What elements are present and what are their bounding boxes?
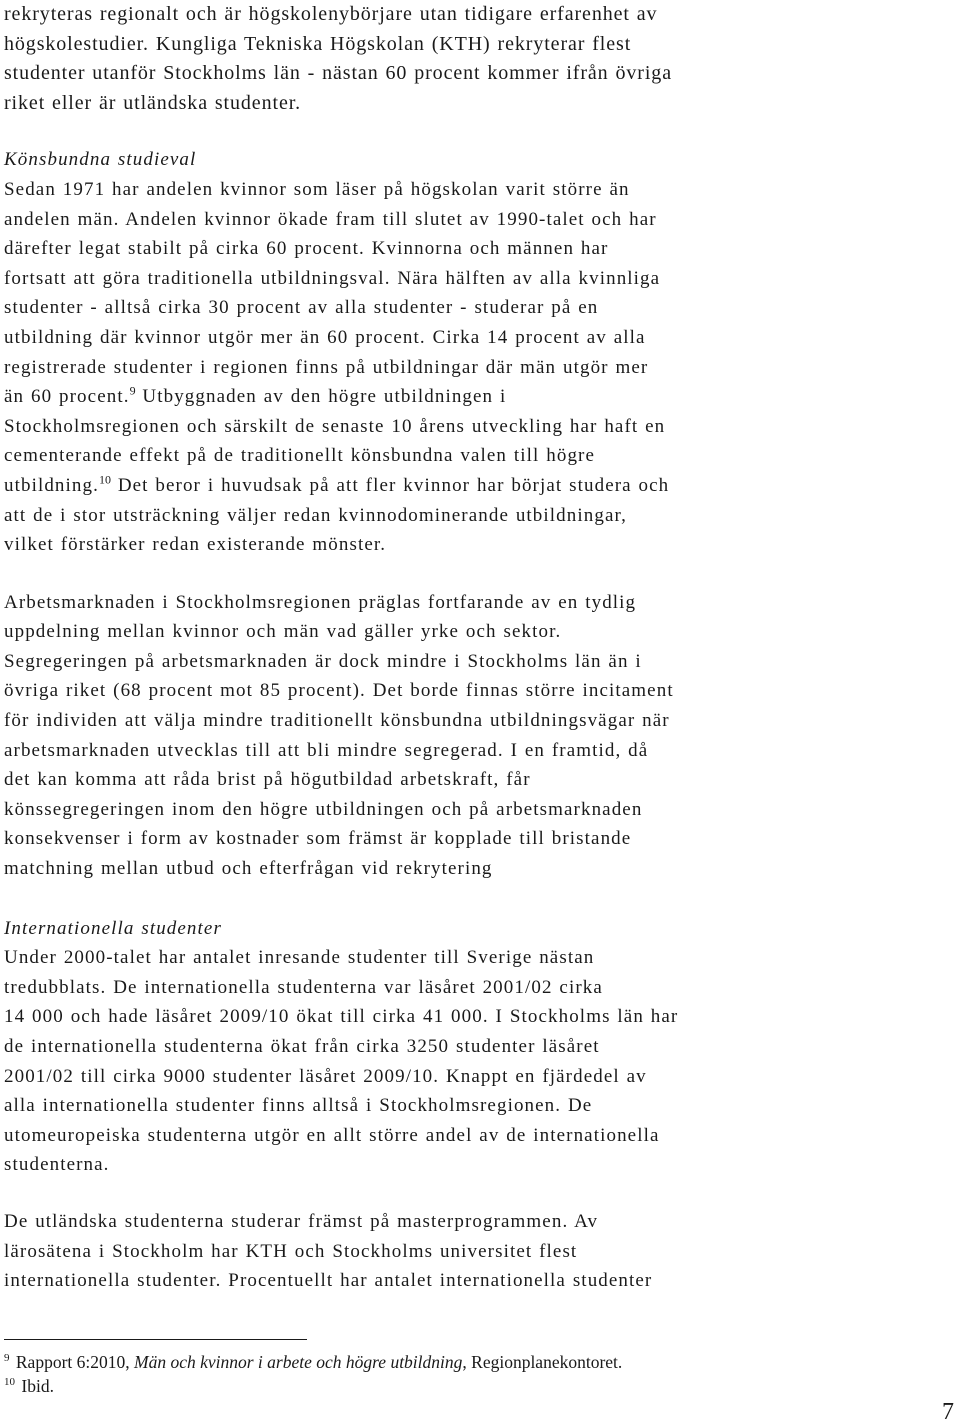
arbetsmarknad-paragraph [4, 588, 954, 884]
section-heading: Internationella studenter [4, 917, 222, 939]
text-line [4, 382, 954, 412]
text-line: studenterna. [4, 1154, 110, 1176]
text-line: 14 000 och hade läsåret 2009/10 ökat till cirka 41 000. I Stockholms län har [4, 1006, 679, 1028]
utlandska-studenter-paragraph [4, 1207, 954, 1296]
text-line: för individen att välja mindre traditionellt könsbundna utbildningsvägar när [4, 710, 670, 732]
text-line: högskolestudier. Kungliga Tekniska Högskolan (KTH) rekryterar flest [4, 32, 632, 55]
text-line: tredubblats. De internationella studenterna var läsåret 2001/02 cirka [4, 976, 603, 998]
text-line: studenter utanför Stockholms län - nästan 60 procent kommer ifrån övriga [4, 62, 672, 85]
text-line: fortsatt att göra traditionella utbildningsval. Nära hälften av alla kvinnliga [4, 267, 661, 289]
text-line [4, 471, 954, 501]
text-line: arbetsmarknaden utvecklas till att bli mindre segregerad. I en framtid, då [4, 739, 649, 761]
text-fragment: än 60 procent. [4, 386, 130, 408]
page-number: 7 [942, 1399, 954, 1425]
footnote-text: Rapport 6:2010, [11, 1352, 134, 1372]
text-line: De utländska studenterna studerar främst på masterprogrammen. Av [4, 1210, 599, 1232]
footnote-ref-10[interactable]: 10 [98, 472, 111, 487]
text-line: Segregeringen på arbetsmarknaden är dock mindre i Stockholms län än i [4, 650, 642, 672]
text-fragment: Utbyggnaden av den högre utbildningen i [135, 386, 507, 408]
text-line: vilket förstärker redan existerande mönster. [4, 534, 387, 556]
text-line: internationella studenter. Procentuellt har antalet internationella studenter [4, 1270, 653, 1292]
document-page [4, 0, 954, 1296]
text-fragment: Det beror i huvudsak på att fler kvinnor har börjat studera och [110, 474, 670, 496]
text-line: att de i stor utsträckning väljer redan kvinnodominerande utbildningar, [4, 504, 627, 526]
footnote-divider [4, 1339, 307, 1340]
text-line: rekryteras regionalt och är högskolenybörjare utan tidigare erfarenhet av [4, 3, 658, 25]
footnote-9 [4, 1351, 622, 1373]
text-line: Stockholmsregionen och särskilt de senaste 10 årens utveckling har haft en [4, 415, 666, 437]
footnote-ref-9[interactable]: 9 [129, 383, 136, 398]
text-line: matchning mellan utbud och efterfrågan vid rekrytering [4, 858, 493, 880]
text-line: konsekvenser i form av kostnader som främst är kopplade till bristande [4, 828, 632, 850]
text-line: andelen män. Andelen kvinnor ökade fram till slutet av 1990-talet och har [4, 208, 657, 230]
text-line: 2001/02 till cirka 9000 studenter läsåret 2009/10. Knappt en fjärdedel av [4, 1065, 647, 1087]
text-line: alla internationella studenter finns alltså i Stockholmsregionen. De [4, 1095, 593, 1117]
paragraph-gap [4, 118, 954, 145]
footnote-marker: 10 [4, 1376, 15, 1389]
footnote-title: Män och kvinnor i arbete och högre utbildning [134, 1352, 463, 1372]
section-heading: Könsbundna studieval [4, 149, 197, 171]
section-konsbundna-studieval [4, 145, 954, 559]
footnote-marker: 9 [4, 1352, 10, 1365]
text-line: det kan komma att råda brist på högutbildad arbetskraft, får [4, 769, 531, 791]
paragraph-gap [4, 884, 954, 914]
text-fragment: utbildning. [4, 474, 99, 496]
intro-paragraph [4, 0, 954, 118]
section-internationella-studenter [4, 914, 954, 1180]
footnote-10 [4, 1375, 54, 1397]
text-line: uppdelning mellan kvinnor och män vad gäller yrke och sektor. [4, 621, 562, 643]
text-line: riket eller är utländska studenter. [4, 91, 302, 114]
paragraph-gap [4, 560, 954, 588]
text-line: studenter - alltså cirka 30 procent av alla studenter - studerar på en [4, 297, 599, 319]
text-line: utomeuropeiska studenterna utgör en allt större andel av de internationella [4, 1124, 660, 1146]
text-line: registrerade studenter i regionen finns på utbildningar där män utgör mer [4, 356, 649, 378]
text-line: de internationella studenterna ökat från cirka 3250 studenter läsåret [4, 1036, 600, 1057]
text-line: könssegregeringen inom den högre utbildningen och på arbetsmarknaden [4, 798, 643, 820]
text-line: övriga riket (68 procent mot 85 procent). Det borde finnas större incitament [4, 680, 674, 702]
text-line: cementerande effekt på de traditionellt könsbundna valen till högre [4, 445, 595, 467]
text-line: lärosätena i Stockholm har KTH och Stockholms universitet flest [4, 1240, 578, 1262]
text-line: utbildning där kvinnor utgör mer än 60 procent. Cirka 14 procent av alla [4, 326, 646, 348]
paragraph-gap [4, 1180, 954, 1207]
text-line: Arbetsmarknaden i Stockholmsregionen präglas fortfarande av en tydlig [4, 591, 637, 613]
text-line: Under 2000-talet har antalet inresande studenter till Sverige nästan [4, 947, 595, 969]
footnote-text: Ibid. [17, 1376, 54, 1396]
text-line: Sedan 1971 har andelen kvinnor som läser på högskolan varit större än [4, 178, 630, 200]
footnote-text: , Regionplanekontoret. [462, 1352, 623, 1372]
text-line: därefter legat stabilt på cirka 60 procent. Kvinnorna och männen har [4, 238, 609, 260]
